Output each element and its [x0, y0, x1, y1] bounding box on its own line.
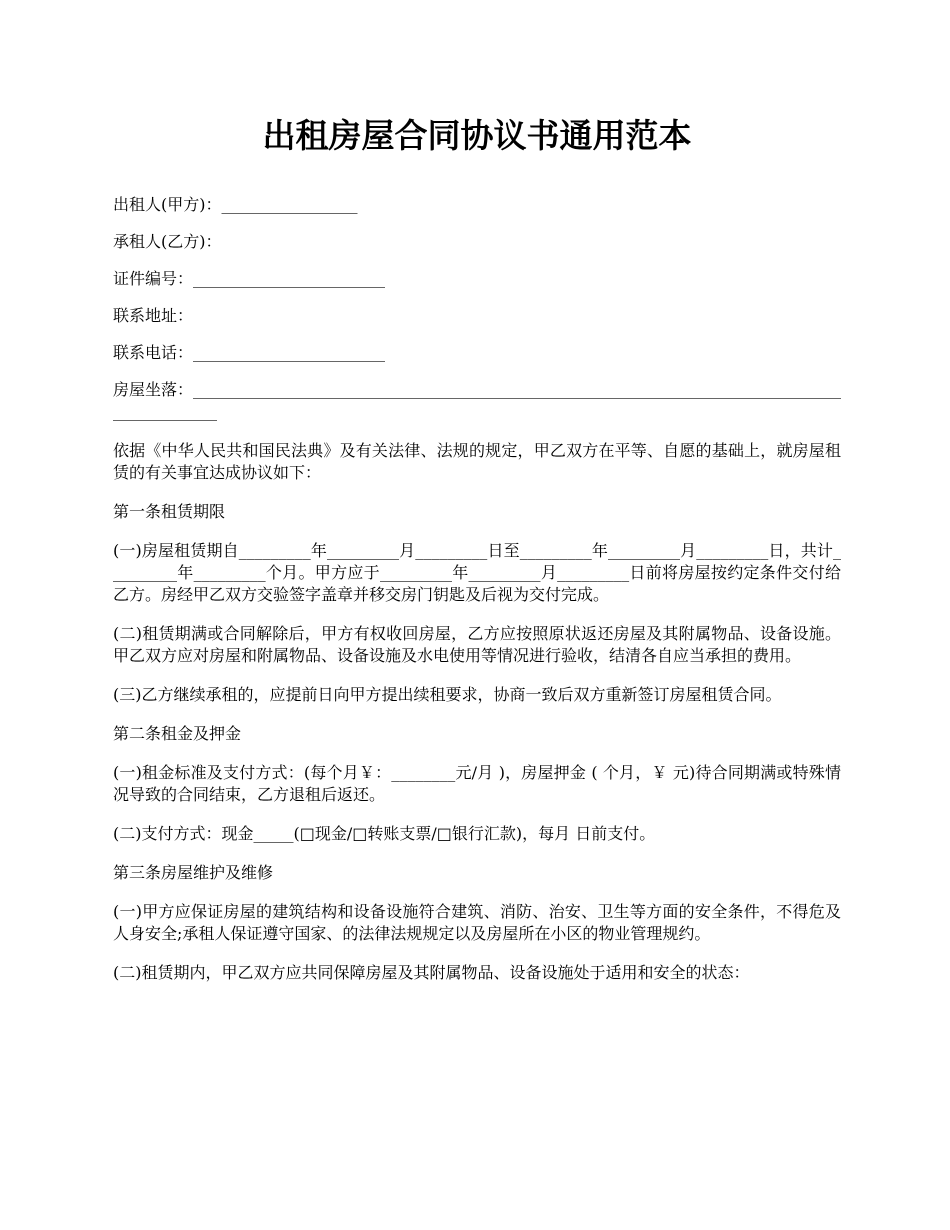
- property-location-field: 房屋坐落：______________________________________________________________________________________________: [113, 380, 842, 421]
- lease-term-clause-3: (三)乙方继续承租的，应提前日向甲方提出续租要求，协商一致后双方重新签订房屋租赁合同。: [113, 685, 782, 704]
- lessor-field: 出租人(甲方)：_________________: [113, 195, 358, 214]
- rent-deposit-clause-2: (二)支付方式：现金_____(□现金/□转账支票/□银行汇款)，每月 日前支付。: [113, 824, 656, 843]
- contact-address-field: 联系地址：: [113, 306, 194, 325]
- rent-deposit-clause-1: (一)租金标准及支付方式：(每个月￥：________元/月 )，房屋押金 ( 个月，￥ 元)待合同期满或特殊情况导致的合同结束，乙方退租后返还。: [113, 763, 841, 804]
- lease-term-clause-1: (一)房屋租赁期自_________年_________月_________日至_________年_________月_________日，共计_________年_________个月。甲方应于_________年_________月_________日前将房屋按约定条件交付给乙方。房经甲乙双方交验签字盖章并移交房门钥匙及后视为交付完成。: [113, 541, 841, 604]
- contact-phone-field: 联系电话：________________________: [113, 343, 386, 362]
- lease-term-clause-2: (二)租赁期满或合同解除后，甲方有权收回房屋，乙方应按照原状返还房屋及其附属物品、设备设施。甲乙双方应对房屋和附属物品、设备设施及水电使用等情况进行验收，结清各自应当承担的费用。: [113, 624, 841, 665]
- document-content: [113, 112, 841, 1001]
- id-number-field: 证件编号：________________________: [113, 269, 386, 288]
- lessee-field: 承租人(乙方)：: [113, 232, 222, 251]
- section-heading-rent-deposit: 第二条租金及押金: [113, 724, 242, 743]
- maintenance-clause-1: (一)甲方应保证房屋的建筑结构和设备设施符合建筑、消防、治安、卫生等方面的安全条件，不得危及人身安全;承租人保证遵守国家、的法律法规规定以及房屋所在小区的物业管理规约。: [113, 902, 841, 943]
- contract-intro: 依据《中华人民共和国民法典》及有关法律、法规的规定，甲乙双方在平等、自愿的基础上，就房屋租赁的有关事宜达成协议如下：: [113, 441, 841, 482]
- section-heading-maintenance: 第三条房屋维护及维修: [113, 863, 274, 882]
- maintenance-clause-2: (二)租赁期内，甲乙双方应共同保障房屋及其附属物品、设备设施处于适用和安全的状态：: [113, 963, 750, 982]
- section-heading-lease-term: 第一条租赁期限: [113, 502, 226, 521]
- document-title: 出租房屋合同协议书通用范本: [262, 116, 692, 155]
